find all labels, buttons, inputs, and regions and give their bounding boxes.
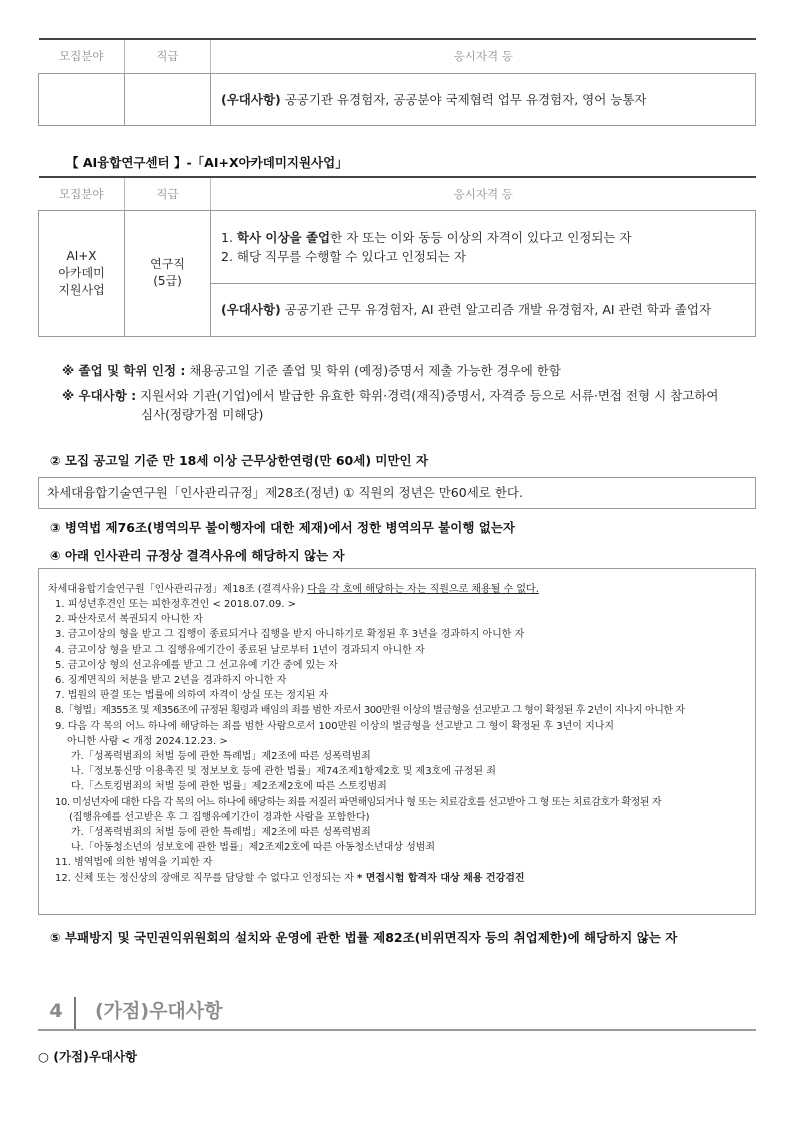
note-preference-text: 지원서와 기관(기업)에서 발급한 유효한 학위·경력(재직)증명서, 자격증 등으로 서류·면접 전형 시 참고하여 xyxy=(136,388,719,403)
list-item: 1. 피성년후견인 또는 피한정후견인 < 2018.07.09. > xyxy=(55,599,297,610)
header-grade: 직급 xyxy=(125,39,211,73)
chapter-underline xyxy=(38,1029,756,1031)
cell-field-empty xyxy=(39,73,125,125)
bullet-preference: ○ (가점)우대사항 xyxy=(38,1049,138,1064)
field-line-1: AI+X xyxy=(66,248,97,263)
note-preference-label: ※ 우대사항 : xyxy=(62,388,137,403)
header-qualifications: 응시자격 등 xyxy=(211,177,756,210)
item4-list xyxy=(55,597,685,886)
grade-line-2: (5급) xyxy=(153,274,182,288)
cell-requirements xyxy=(211,210,756,283)
cell-preference xyxy=(211,73,756,125)
note-graduation xyxy=(62,361,561,380)
grade-line-1: 연구직 xyxy=(150,257,185,271)
list-item: 3. 금고이상의 형을 받고 그 집행이 종료되거나 집행을 받지 아니하기로 확정된 후 3년을 경과하지 아니한 자 xyxy=(55,629,525,641)
cell-preference xyxy=(211,283,756,336)
list-item: 나.「아동청소년의 성보호에 관한 법률」제2조제2호에 따른 아동청소년대상 성범죄 xyxy=(71,842,436,854)
list-item: 5. 금고이상 형의 선고유예를 받고 그 선고유예 기간 중에 있는 자 xyxy=(55,659,338,671)
pref-label: (우대사항) xyxy=(221,91,281,107)
field-line-3: 지원사업 xyxy=(58,282,105,297)
list-item: 나.「정보통신망 이용촉진 및 정보보호 등에 관한 법률」제74조제1항제2호 및 제3호에 규정된 죄 xyxy=(71,766,496,778)
list-item: 다.「스토킹범죄의 처벌 등에 관한 법률」제2조제2호에 따른 스토킹범죄 xyxy=(71,781,387,793)
chapter-title: (가점)우대사항 xyxy=(95,1000,223,1022)
last-plain: 12. 신체 또는 정신상의 장애로 직무를 담당할 수 없다고 인정되는 자 xyxy=(55,872,358,884)
list-item: 가.「성폭력범죄의 처벌 등에 관한 특례법」제2조에 따른 성폭력범죄 xyxy=(71,751,371,763)
cell-field xyxy=(39,210,125,336)
cell-grade-empty xyxy=(125,73,211,125)
item4-box-head xyxy=(48,582,539,597)
list-item: 7. 법원의 판결 또는 법률에 의하여 자격이 상실 또는 정지된 자 xyxy=(55,690,329,702)
item3-title: ③ 병역법 제76조(병역의무 불이행자에 대한 제재)에서 정한 병역의무 불이행 없는자 xyxy=(50,520,515,535)
item2-title: ② 모집 공고일 기준 만 18세 이상 근무상한연령(만 60세) 미만인 자 xyxy=(50,453,429,468)
list-item-last xyxy=(55,871,685,886)
note-graduation-text: 채용공고일 기준 졸업 및 학위 (예정)증명서 제출 가능한 경우에 한함 xyxy=(185,363,561,378)
last-bold: * 면접시험 합격자 대상 채용 건강검진 xyxy=(357,872,525,884)
item4-head-underline: 다음 각 호에 해당하는 자는 직원으로 채용될 수 없다. xyxy=(307,584,539,595)
item4-title: ④ 아래 인사관리 규정상 결격사유에 해당하지 않는 자 xyxy=(50,548,345,563)
item2-box xyxy=(38,477,756,509)
header-field: 모집분야 xyxy=(39,39,125,73)
field-line-2: 아카데미 xyxy=(58,265,105,280)
list-item: 9. 다음 각 목의 어느 하나에 해당하는 죄를 범한 사람으로서 100만원 이상의 벌금형을 선고받고 그 형이 확정된 후 3년이 지나지 xyxy=(55,720,615,732)
item5-title: ⑤ 부패방지 및 국민권익위원회의 설치와 운영에 관한 법률 제82조(비위면직자 등의 취업제한)에 해당하지 않는 자 xyxy=(50,930,678,945)
list-item: (집행유예를 선고받은 후 그 집행유예기간이 경과한 사람을 포함한다) xyxy=(69,811,370,823)
section-ai-title: 【 AI융합연구센터 】-「AI+X아카데미지원사업」 xyxy=(66,155,348,170)
req1-rest: 한 자 또는 이와 동등 이상의 자격이 있다고 인정되는 자 xyxy=(330,229,632,245)
list-item: 2. 파산자로서 복권되지 아니한 자 xyxy=(55,614,203,626)
list-item: 10. 미성년자에 대한 다음 각 목의 어느 하나에 해당하는 죄를 저질러 파면해임되거나 형 또는 치료감호를 선고받아 그 형 또는 치료감호가 확정된 자 xyxy=(55,796,662,808)
list-item: 11. 병역법에 의한 병역을 기피한 자 xyxy=(55,857,213,869)
item4-box xyxy=(38,568,756,915)
header-grade: 직급 xyxy=(125,177,211,210)
header-qualifications: 응시자격 등 xyxy=(211,39,756,73)
list-item: 6. 징계면직의 처분을 받고 2년을 경과하지 아니한 자 xyxy=(55,675,287,687)
cell-grade xyxy=(125,210,211,336)
note-graduation-label: ※ 졸업 및 학위 인정 : xyxy=(62,363,186,378)
chapter-divider xyxy=(74,997,76,1029)
list-item: 아니한 사람 < 개정 2024.12.23. > xyxy=(67,735,228,747)
list-item: 가.「성폭력범죄의 처벌 등에 관한 특례법」제2조에 따른 성폭력범죄 xyxy=(71,827,371,839)
note-preference xyxy=(62,386,752,405)
table-qualifications-ai xyxy=(38,176,756,337)
item4-head-plain: 차세대융합기술연구원「인사관리규정」제18조 (결격사유) xyxy=(48,584,308,595)
list-item: 4. 금고이상 형을 받고 그 집행유예기간이 종료된 날로부터 1년이 경과되지 아니한 자 xyxy=(55,644,425,656)
requirement-1 xyxy=(221,228,754,247)
list-item: 8.「형법」제355조 및 제356조에 규정된 횡령과 배임의 죄를 범한 자로서 300만원 이상의 벌금형을 선고받고 그 형이 확정된 후 2년이 지나지 아니한 자 xyxy=(55,705,685,717)
chapter-heading xyxy=(38,993,756,1031)
pref-text: 공공기관 유경험자, 공공분야 국제협력 업무 유경험자, 영어 능통자 xyxy=(280,91,647,107)
req1-number: 1. xyxy=(221,229,237,245)
requirement-2: 2. 해당 직무를 수행할 수 있다고 인정되는 자 xyxy=(221,248,467,264)
chapter-number: 4 xyxy=(49,1000,63,1022)
table-qualifications-prev xyxy=(38,38,756,126)
item2-box-text: 차세대융합기술연구원「인사관리규정」제28조(정년) ① 직원의 정년은 만60세로 한다. xyxy=(47,485,523,500)
note-preference-text-2: 심사(정량가점 미해당) xyxy=(141,407,264,422)
pref-text: 공공기관 근무 유경험자, AI 관련 알고리즘 개발 유경험자, AI 관련 학과 졸업자 xyxy=(280,302,712,317)
pref-label: (우대사항) xyxy=(221,302,281,317)
header-field: 모집분야 xyxy=(39,177,125,210)
req1-bold: 학사 이상을 졸업 xyxy=(236,229,331,245)
